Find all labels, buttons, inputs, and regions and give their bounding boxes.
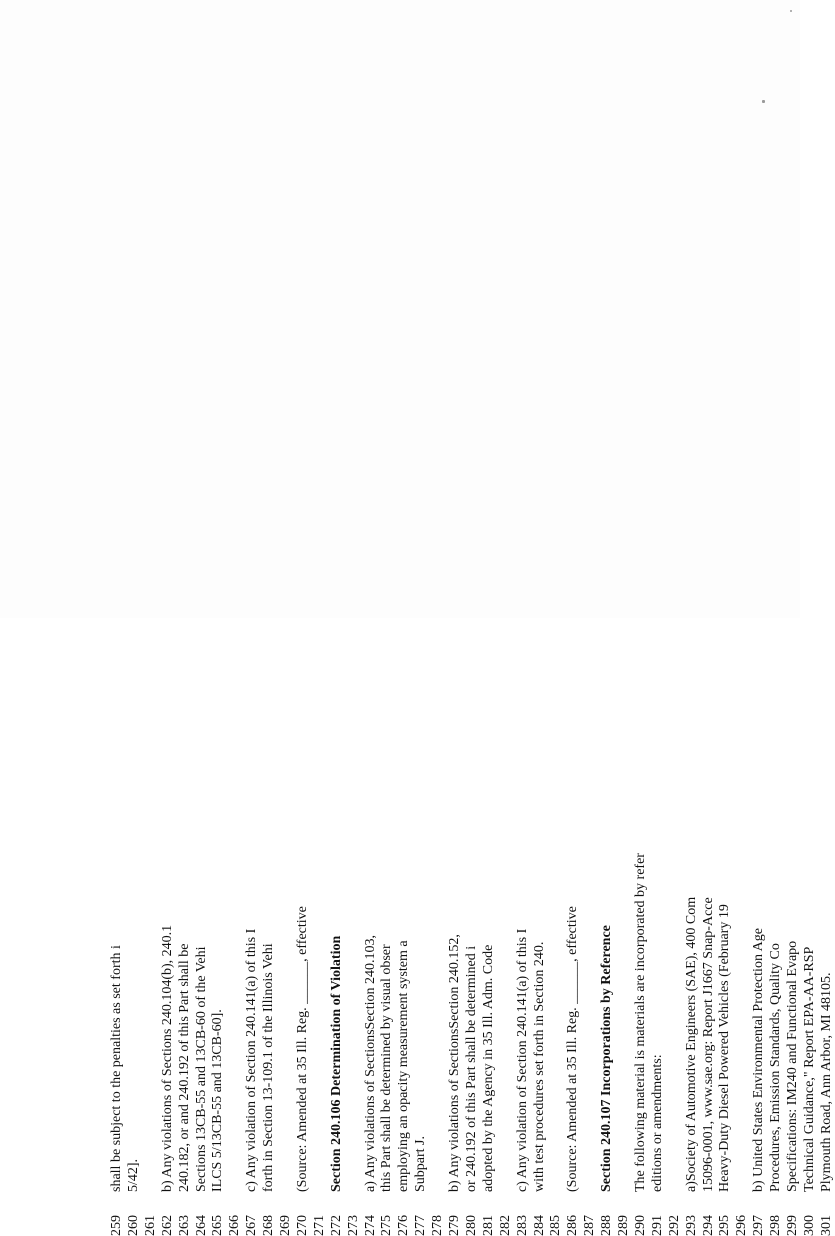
document-line — [632, 596, 649, 1236]
document-line — [801, 596, 818, 1236]
line-number: 273 — [345, 1215, 361, 1236]
line-text: c) Any violation of Section 240.141(a) of this I — [244, 928, 260, 1192]
line-text: or 240.192 of this Part shall be determined i — [463, 945, 479, 1192]
document-line — [277, 596, 294, 1236]
line-text: c) Any violation of Section 240.141(a) of this I — [514, 928, 530, 1192]
line-number: 286 — [565, 1215, 581, 1236]
document-line — [108, 596, 125, 1236]
line-text: b) Any violations of Sections 240.104(b), 240.1 — [159, 924, 175, 1192]
line-number: 276 — [396, 1215, 412, 1236]
document-line — [818, 596, 835, 1236]
document-line — [581, 596, 598, 1236]
line-text: Section 240.106 Determination of Violation — [328, 935, 344, 1192]
document-line — [378, 596, 395, 1236]
line-text: Procedures, Emission Standards, Quality Co — [768, 943, 784, 1192]
line-number: 272 — [328, 1215, 344, 1236]
line-number: 270 — [294, 1215, 310, 1236]
line-text: Section 240.107 Incorporations by Reference — [599, 925, 615, 1192]
line-number: 301 — [818, 1215, 834, 1236]
document-line — [345, 596, 362, 1236]
line-number: 296 — [734, 1215, 750, 1236]
rotated-page — [0, 618, 834, 1236]
document-line — [362, 596, 379, 1236]
line-number: 299 — [785, 1215, 800, 1236]
document-line — [193, 596, 210, 1236]
scan-speck — [762, 100, 765, 103]
document-line — [564, 596, 581, 1236]
line-text: b) Any violations of SectionsSection 240.152, — [447, 934, 462, 1192]
line-number: 265 — [210, 1215, 226, 1236]
document-line — [784, 596, 801, 1236]
document-line — [480, 596, 497, 1236]
document-line — [514, 596, 531, 1236]
document-line — [716, 596, 733, 1236]
line-number: 291 — [649, 1215, 665, 1236]
line-text: a)Society of Automotive Engineers (SAE), 400 Com — [683, 896, 699, 1192]
line-text: Sections 13CB-55 and 13CB-60 of the Vehi — [193, 946, 209, 1192]
document-line — [429, 596, 446, 1236]
line-number: 285 — [548, 1215, 564, 1236]
line-number: 292 — [666, 1215, 682, 1236]
document-line — [395, 596, 412, 1236]
line-text: 15096-0001, www.sae.org: Report J1667 Snap-Acce — [700, 897, 716, 1192]
line-number: 266 — [227, 1215, 243, 1236]
line-number: 271 — [311, 1215, 327, 1236]
line-text: this Part shall be determined by visual obser — [379, 944, 395, 1192]
line-text: editions or amendments: — [649, 1054, 665, 1192]
document-line — [209, 596, 226, 1236]
line-number: 275 — [379, 1215, 395, 1236]
line-text: employing an opacity measurement system a — [396, 940, 412, 1192]
document-line — [125, 596, 142, 1236]
line-number: 261 — [142, 1215, 158, 1236]
document-line — [226, 596, 243, 1236]
line-text: Heavy-Duty Diesel Powered Vehicles (February 19 — [717, 904, 733, 1192]
line-text: b) United States Environmental Protection Age — [751, 927, 767, 1192]
page-content — [0, 618, 834, 1236]
document-line — [767, 596, 784, 1236]
document-line — [328, 596, 345, 1236]
line-number: 282 — [497, 1215, 513, 1236]
line-text: forth in Section 13-109.1 of the Illinois Vehi — [261, 943, 277, 1192]
line-text: a) Any violations of SectionsSection 240.103, — [362, 934, 378, 1192]
line-number: 264 — [193, 1215, 209, 1236]
document-line — [733, 596, 750, 1236]
document-line — [547, 596, 564, 1236]
line-text: (Source: Amended at 35 Ill. Reg. ______, effective — [565, 906, 581, 1192]
document-line — [311, 596, 328, 1236]
line-number: 289 — [616, 1215, 631, 1236]
document-line — [412, 596, 429, 1236]
document-line — [615, 596, 632, 1236]
line-number: 279 — [447, 1215, 462, 1236]
line-text: with test procedures set forth in Section 240. — [531, 941, 547, 1192]
document-line — [683, 596, 700, 1236]
line-number: 263 — [176, 1215, 192, 1236]
document-line — [463, 596, 480, 1236]
line-number: 267 — [244, 1215, 260, 1236]
document-line — [446, 596, 463, 1236]
line-text: 240.182, or and 240.192 of this Part shall be — [176, 943, 192, 1192]
line-text: 5/42]. — [125, 1158, 141, 1192]
line-text: Technical Guidance," Report EPA-AA-RSP — [801, 946, 817, 1192]
line-text: (Source: Amended at 35 Ill. Reg. ______, effective — [294, 906, 310, 1192]
line-text: Subpart J. — [413, 1136, 429, 1192]
line-number: 297 — [751, 1215, 767, 1236]
line-number: 294 — [700, 1215, 716, 1236]
line-number: 288 — [599, 1215, 615, 1236]
document-line — [700, 596, 717, 1236]
line-text: shall be subject to the penalties as set forth i — [109, 945, 124, 1192]
document-line — [649, 596, 666, 1236]
line-number: 268 — [261, 1215, 277, 1236]
line-number: 283 — [514, 1215, 530, 1236]
document-line — [750, 596, 767, 1236]
line-number: 298 — [768, 1215, 784, 1236]
line-text: adopted by the Agency in 35 Ill. Adm. Code — [480, 944, 496, 1192]
line-number: 277 — [413, 1215, 429, 1236]
line-number: 281 — [480, 1215, 496, 1236]
document-line — [666, 596, 683, 1236]
line-number: 295 — [717, 1215, 733, 1236]
document-line — [598, 596, 615, 1236]
scan-speck — [790, 10, 792, 12]
document-line — [294, 596, 311, 1236]
line-number: 280 — [463, 1215, 479, 1236]
document-line — [260, 596, 277, 1236]
line-number: 269 — [278, 1215, 293, 1236]
document-line — [142, 596, 159, 1236]
line-number: 260 — [125, 1215, 141, 1236]
line-text: Plymouth Road, Ann Arbor, MI 48105. — [818, 972, 834, 1192]
line-number: 278 — [430, 1215, 446, 1236]
line-number: 287 — [582, 1215, 598, 1236]
document-line — [497, 596, 514, 1236]
document-line — [531, 596, 548, 1236]
line-number: 284 — [531, 1215, 547, 1236]
document-line — [176, 596, 193, 1236]
line-number: 300 — [801, 1215, 817, 1236]
line-number: 274 — [362, 1215, 378, 1236]
line-number: 290 — [632, 1215, 648, 1236]
document-line — [159, 596, 176, 1236]
line-text: Specifications: IM240 and Functional Evapo — [785, 940, 800, 1192]
line-number: 262 — [159, 1215, 175, 1236]
line-number: 293 — [683, 1215, 699, 1236]
line-text: ILCS 5/13CB-55 and 13CB-60]. — [210, 1009, 226, 1192]
line-number: 259 — [109, 1215, 124, 1236]
line-text: The following material is materials are incorporated by refer — [632, 853, 648, 1192]
document-line — [243, 596, 260, 1236]
